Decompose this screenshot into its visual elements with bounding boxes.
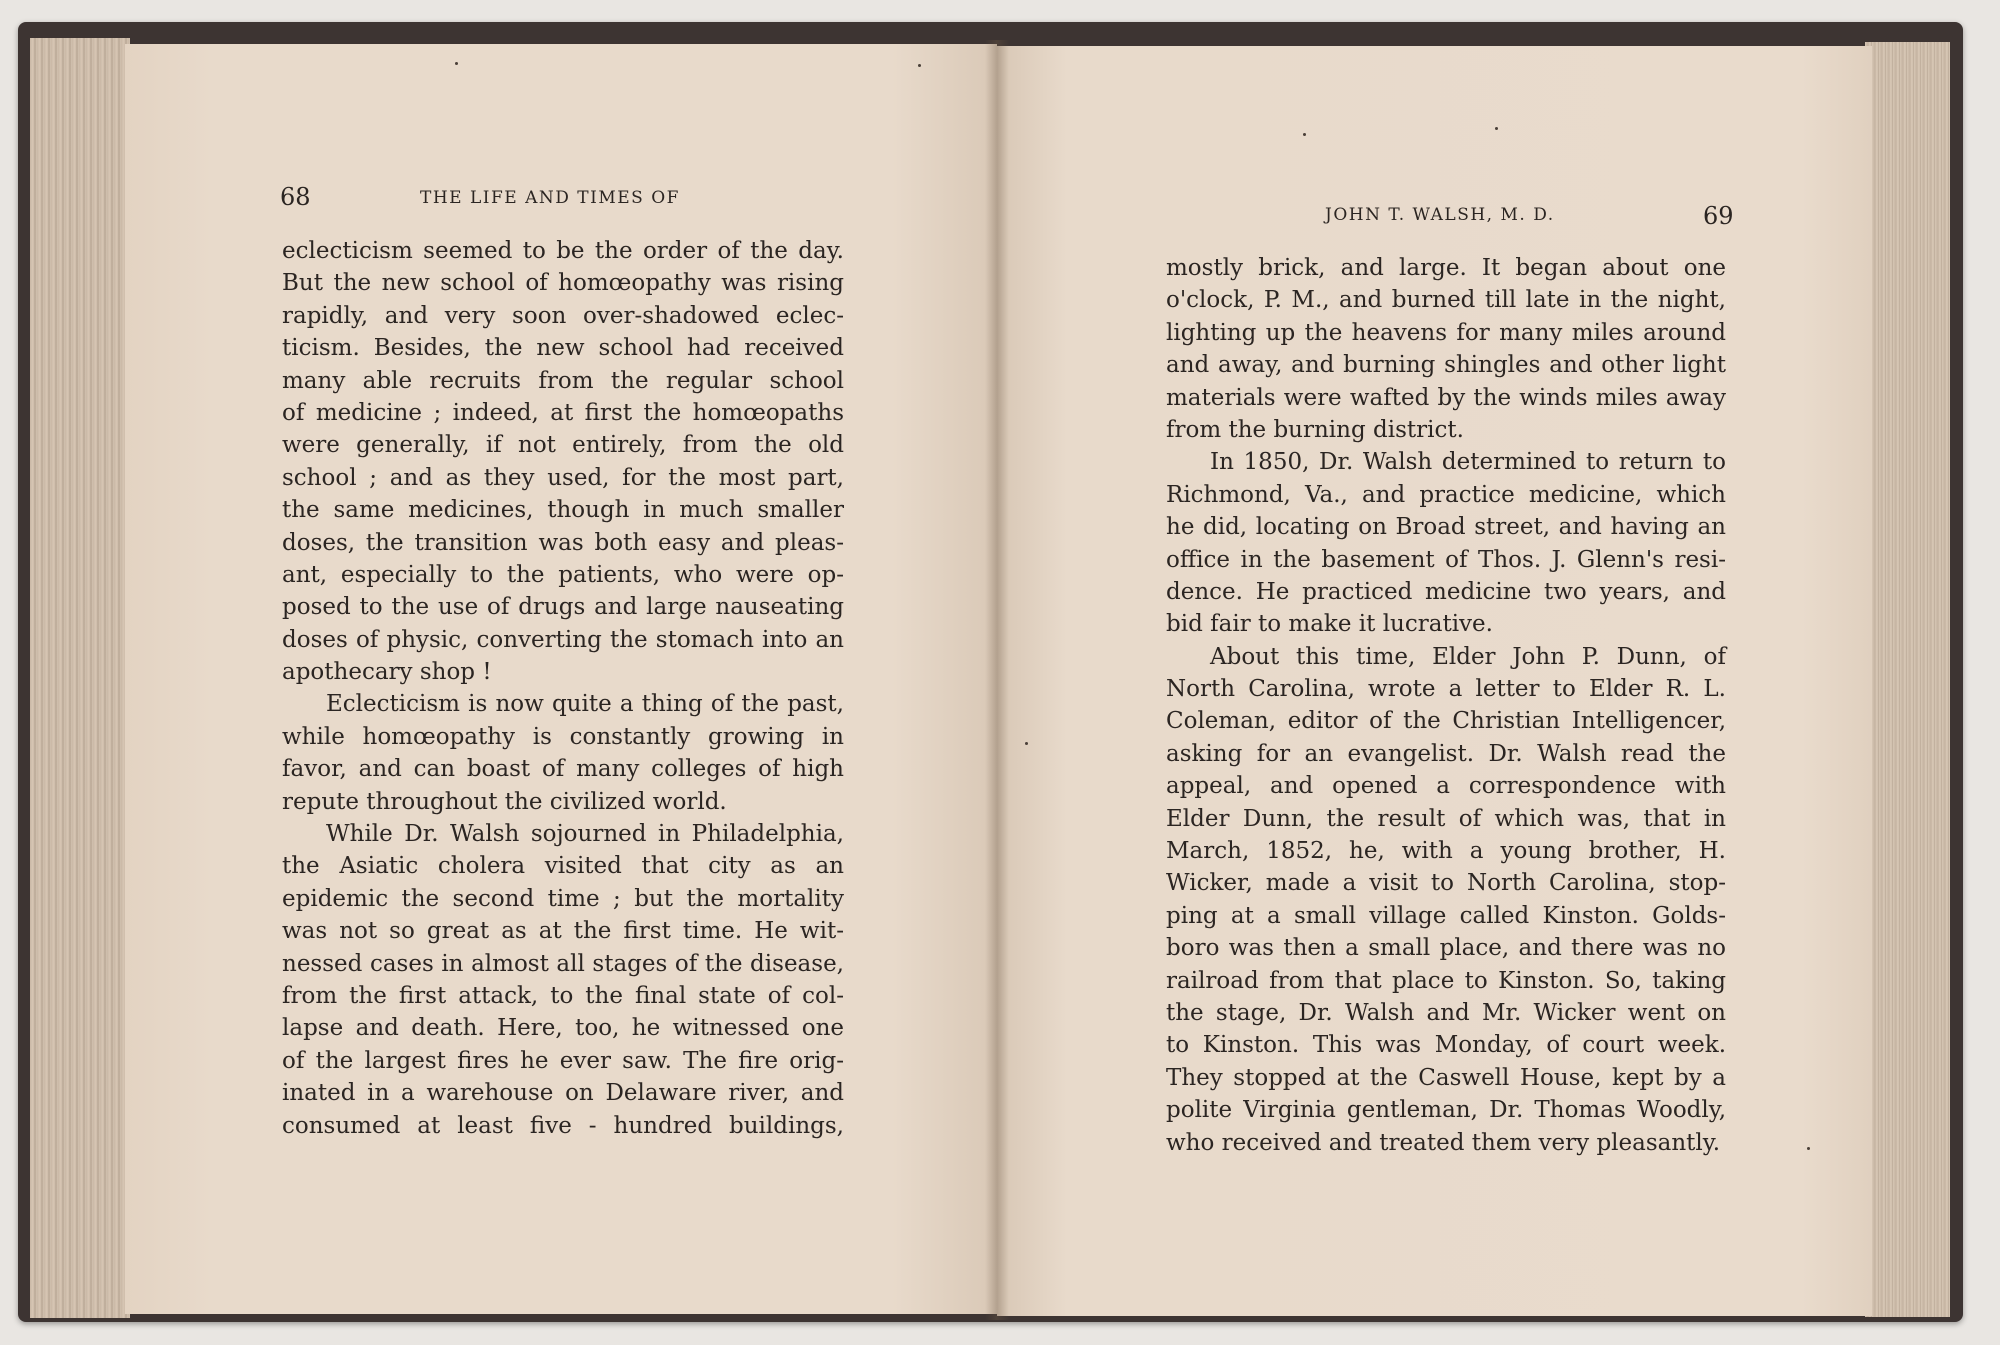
text-line: the Asiatic cholera visited that city as an (282, 853, 844, 880)
text-line: inated in a warehouse on Delaware river, and (282, 1080, 844, 1107)
text-line: were generally, if not entirely, from the old (282, 432, 844, 459)
right-page-text (1166, 252, 1726, 1159)
text-line: the same medicines, though in much smaller (282, 497, 844, 524)
text-line: he did, locating on Broad street, and having an (1166, 514, 1726, 541)
text-line: appeal, and opened a correspondence with (1166, 773, 1726, 800)
text-line: While Dr. Walsh sojourned in Philadelphia, (326, 821, 844, 848)
paper-speck (1807, 1147, 1810, 1150)
right-page-number: 69 (1703, 202, 1734, 230)
text-line: office in the basement of Thos. J. Glenn's resi- (1166, 546, 1726, 573)
text-line: Wicker, made a visit to North Carolina, stop- (1166, 870, 1726, 897)
text-line: ant, especially to the patients, who were op- (282, 561, 844, 588)
text-line: But the new school of homœopathy was rising (282, 270, 844, 297)
text-line: epidemic the second time ; but the mortality (282, 885, 844, 912)
text-line: bid fair to make it lucrative. (1166, 611, 1493, 638)
text-line: posed to the use of drugs and large nauseating (282, 594, 844, 621)
text-line: materials were wafted by the winds miles away (1166, 384, 1726, 411)
book-gutter (985, 40, 1009, 1320)
text-line: school ; and as they used, for the most part, (282, 464, 844, 491)
text-line: repute throughout the civilized world. (282, 788, 727, 815)
text-line: apothecary shop ! (282, 659, 492, 686)
text-line: was not so great as at the first time. He wit- (282, 918, 844, 945)
text-line: from the first attack, to the final state of col- (282, 982, 844, 1009)
text-line: consumed at least five - hundred buildings, (282, 1112, 844, 1139)
text-line: lapse and death. Here, too, he witnessed one (282, 1015, 844, 1042)
text-line: About this time, Elder John P. Dunn, of (1210, 643, 1726, 670)
text-line: North Carolina, wrote a letter to Elder R. L. (1166, 676, 1726, 703)
left-page-edges (30, 38, 130, 1318)
text-line: Elder Dunn, the result of which was, that in (1166, 805, 1726, 832)
text-line: Richmond, Va., and practice medicine, which (1166, 481, 1726, 508)
text-line: railroad from that place to Kinston. So, taking (1166, 967, 1726, 994)
paper-speck (455, 62, 458, 65)
right-running-head: JOHN T. WALSH, M. D. (1325, 205, 1555, 225)
text-line: favor, and can boast of many colleges of high (282, 756, 844, 783)
text-line: doses, the transition was both easy and pleas- (282, 529, 844, 556)
text-line: In 1850, Dr. Walsh determined to return to (1210, 449, 1726, 476)
text-line: boro was then a small place, and there was no (1166, 935, 1726, 962)
text-line: asking for an evangelist. Dr. Walsh read the (1166, 740, 1726, 767)
text-line: o'clock, P. M., and burned till late in the night, (1166, 287, 1726, 314)
text-line: doses of physic, converting the stomach into an (282, 626, 844, 653)
text-line: many able recruits from the regular school (282, 367, 844, 394)
text-line: of the largest fires he ever saw. The fire orig- (282, 1047, 844, 1074)
text-line: the stage, Dr. Walsh and Mr. Wicker went on (1166, 999, 1726, 1026)
text-line: rapidly, and very soon over-shadowed eclec- (282, 302, 844, 329)
text-line: and away, and burning shingles and other light (1166, 352, 1726, 379)
text-line: lighting up the heavens for many miles around (1166, 319, 1726, 346)
text-line: eclecticism seemed to be the order of the day. (282, 238, 844, 264)
right-page-edges (1865, 42, 1950, 1317)
text-line: March, 1852, he, with a young brother, H. (1166, 838, 1726, 865)
text-line: ping at a small village called Kinston. Golds- (1166, 902, 1726, 929)
text-line: dence. He practiced medicine two years, and (1166, 578, 1726, 605)
text-line: nessed cases in almost all stages of the disease, (282, 950, 844, 977)
text-line: who received and treated them very pleasantly. (1166, 1129, 1721, 1156)
text-line: from the burning district. (1166, 416, 1464, 443)
text-line: Coleman, editor of the Christian Intelligencer, (1166, 708, 1726, 735)
text-line: to Kinston. This was Monday, of court week. (1166, 1032, 1726, 1059)
paper-speck (918, 64, 921, 67)
left-page-number: 68 (280, 183, 311, 211)
text-line: polite Virginia gentleman, Dr. Thomas Woodly, (1166, 1097, 1726, 1124)
left-running-head: THE LIFE AND TIMES OF (420, 188, 680, 208)
text-line: They stopped at the Caswell House, kept by a (1166, 1064, 1726, 1091)
text-line: while homœopathy is constantly growing in (282, 723, 844, 750)
paper-speck (1303, 133, 1306, 136)
text-line: ticism. Besides, the new school had received (282, 335, 844, 362)
text-line: Eclecticism is now quite a thing of the past, (326, 691, 844, 718)
paper-speck (1495, 127, 1498, 130)
left-page-text (282, 235, 844, 1142)
text-line: of medicine ; indeed, at first the homœopaths (282, 399, 844, 426)
text-line: mostly brick, and large. It began about one (1166, 255, 1726, 281)
paper-speck (1025, 742, 1028, 745)
